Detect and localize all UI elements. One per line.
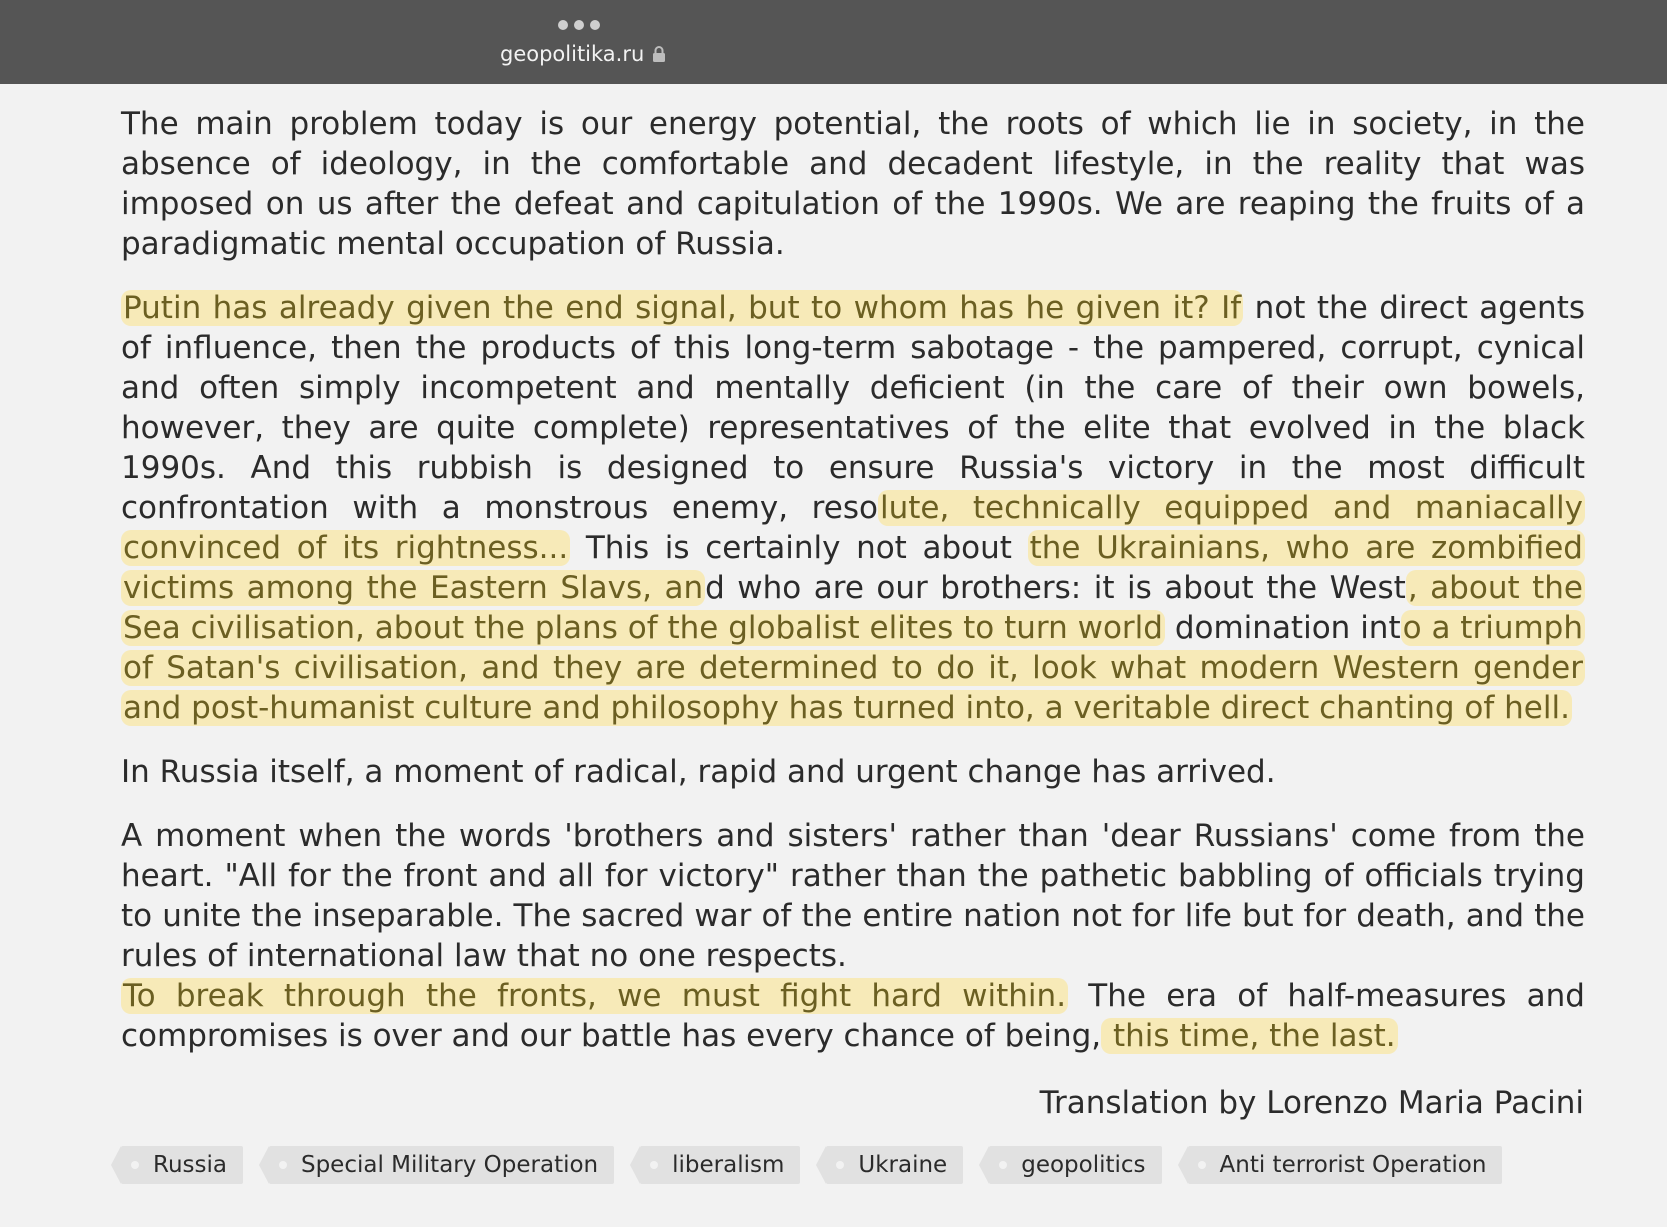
tag-label: Special Military Operation — [300, 1152, 599, 1178]
text-span: domination int — [1164, 610, 1401, 646]
tag-list — [121, 1146, 1502, 1184]
tag-hole — [836, 1161, 844, 1169]
highlight: To break through the fronts, we must fight hard within. — [123, 978, 1067, 1014]
highlight: the Ukrainians, who are zombified victims among the Eastern Slavs, an — [123, 530, 1583, 606]
dot — [590, 20, 600, 30]
tag-russia[interactable] — [121, 1146, 243, 1184]
tag-anti-terrorist-operation[interactable] — [1188, 1146, 1503, 1184]
paragraph-3: In Russia itself, a moment of radical, rapid and urgent change has arrived. — [121, 754, 1276, 790]
address-bar[interactable] — [500, 42, 666, 66]
tag-label: liberalism — [672, 1152, 785, 1178]
tag-hole — [650, 1161, 658, 1169]
tag-label: Anti terrorist Operation — [1219, 1152, 1487, 1178]
highlight: , about the Sea civilisation, about the plans of the globalist elites to turn world — [123, 570, 1583, 646]
article-body — [121, 104, 1585, 1080]
tag-hole — [999, 1161, 1007, 1169]
browser-top-bar — [0, 0, 1667, 84]
highlight: lute, technically equipped and maniacally convinced of its rightness... — [123, 490, 1583, 566]
highlight: this time, the last. — [1103, 1018, 1396, 1054]
tag-hole — [131, 1161, 139, 1169]
tag-hole — [279, 1161, 287, 1169]
text-span: not the direct agents of influence, then the products of this long-term sabotage - the pampered, corrupt, cynical and often simply incompetent and mentally deficient (in the care of their own bowels, however, they are quite complete) representatives of the elite that evolved in the black 1990s. And this rubbish is designed to ensure Russia's victory in the most difficult confrontation with a monstrous enemy, reso — [121, 290, 1585, 526]
paragraph-5 — [121, 976, 1585, 1056]
paragraph-1: The main problem today is our energy potential, the roots of which lie in society, in the absence of ideology, in the comfortable and decadent lifestyle, in the reality that was imposed on us after the defeat and capitulation of the 1990s. We are reaping the fruits of a paradigmatic mental occupation of Russia. — [121, 106, 1585, 262]
dot — [574, 20, 584, 30]
tag-label: Russia — [153, 1152, 227, 1178]
dot — [558, 20, 568, 30]
text-span: d who are our brothers: it is about the West — [705, 570, 1406, 606]
highlight: Putin has already given the end signal, but to whom has he given it? If — [123, 290, 1242, 326]
text-span: The era of half-measures and compromises is over and our battle has every chance of being, — [121, 978, 1585, 1054]
paragraph-4: A moment when the words 'brothers and sisters' rather than 'dear Russians' come from the heart. "All for the front and all for victory" rather than the pathetic babbling of officials trying to unite the inseparable. The sacred war of the entire nation not for life but for death, and the rules of international law that no one respects. — [121, 818, 1585, 974]
tag-label: Ukraine — [858, 1152, 948, 1178]
tag-ukraine[interactable] — [826, 1146, 963, 1184]
tag-geopolitics[interactable] — [989, 1146, 1161, 1184]
tag-liberalism[interactable] — [640, 1146, 800, 1184]
tag-special-military-operation[interactable] — [269, 1146, 614, 1184]
paragraph-2 — [121, 288, 1585, 728]
tag-label: geopolitics — [1021, 1152, 1146, 1178]
text-span: This is certainly not about — [570, 530, 1028, 566]
more-dots-icon[interactable] — [558, 20, 600, 30]
tag-hole — [1198, 1161, 1206, 1169]
translation-credit: Translation by Lorenzo Maria Pacini — [1039, 1085, 1584, 1121]
highlight: o a triumph of Satan's civilisation, and they are determined to do it, look what modern Western gender and post-humanist culture and philosophy has turned into, a veritable direct chanting of hell. — [123, 610, 1583, 726]
url-text: geopolitika.ru — [500, 42, 645, 66]
lock-icon — [652, 45, 666, 63]
